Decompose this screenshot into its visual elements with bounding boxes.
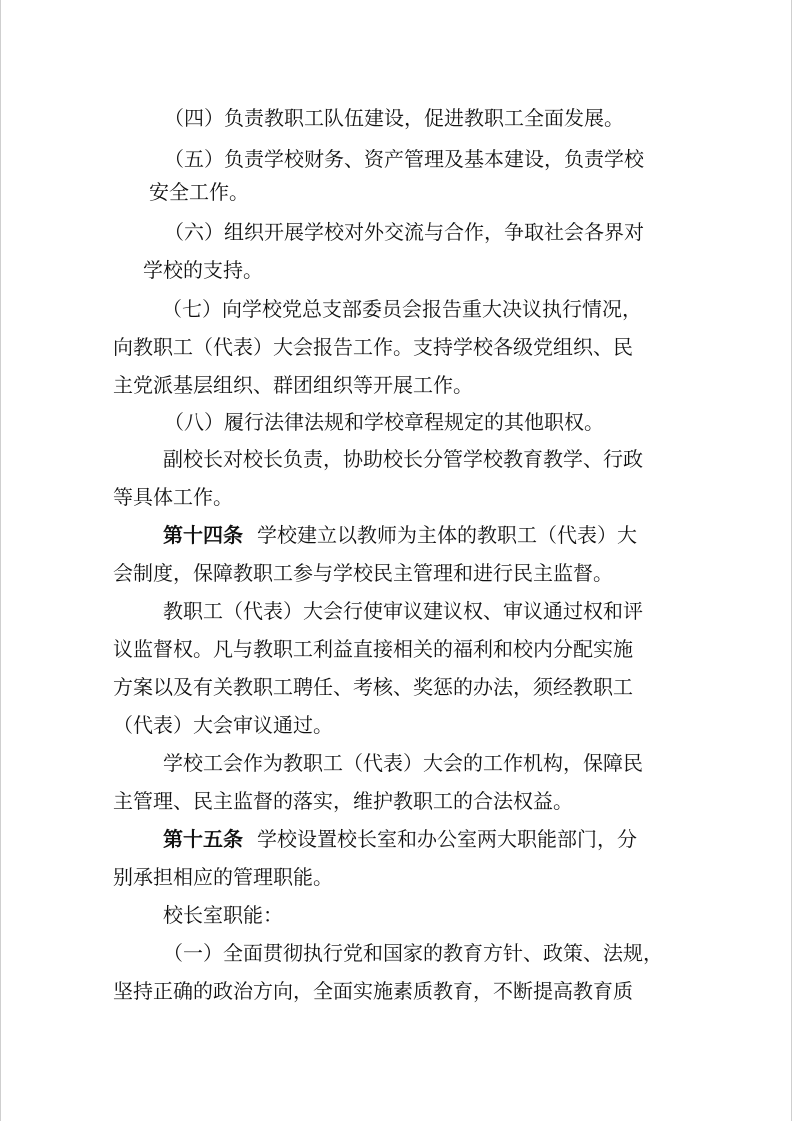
congress-powers-line-1: 教职工（代表）大会行使审议建议权、审议通过权和评 — [163, 599, 643, 623]
article-14-heading: 第十四条 — [163, 523, 243, 547]
item-5-line-1: （五）负责学校财务、资产管理及基本建设，负责学校 — [164, 147, 644, 171]
vice-principal-line-2: 等具体工作。 — [113, 485, 233, 509]
item-6-line-1: （六）组织开展学校对外交流与合作，争取社会各界对 — [164, 220, 644, 244]
office-item-1-line-2: 坚持正确的政治方向，全面实施素质教育，不断提高教育质 — [113, 979, 633, 1003]
item-5-line-2: 安全工作。 — [149, 180, 249, 204]
item-7-line-2: 向教职工（代表）大会报告工作。支持学校各级党组织、民 — [113, 335, 633, 359]
vice-principal-line-1: 副校长对校长负责，协助校长分管学校教育教学、行政 — [163, 447, 643, 471]
article-15-heading: 第十五条 — [163, 827, 243, 851]
article-15-line-1 — [163, 827, 637, 851]
item-7-line-3: 主党派基层组织、群团组织等开展工作。 — [113, 373, 473, 397]
article-14-text: 学校建立以教师为主体的教职工（代表）大 — [257, 523, 637, 547]
article-15-text: 学校设置校长室和办公室两大职能部门，分 — [257, 827, 637, 851]
office-item-1-line-1: （一）全面贯彻执行党和国家的教育方针、政策、法规， — [163, 941, 663, 965]
item-4-line-1: （四）负责教职工队伍建设，促进教职工全面发展。 — [164, 106, 624, 130]
item-7-line-1: （七）向学校党总支部委员会报告重大决议执行情况， — [162, 297, 642, 321]
item-8-line-1: （八）履行法律法规和学校章程规定的其他职权。 — [164, 410, 604, 434]
union-line-2: 主管理、民主监督的落实，维护教职工的合法权益。 — [113, 789, 573, 813]
article-15-line-2: 别承担相应的管理职能。 — [113, 865, 333, 889]
principal-office-heading: 校长室职能： — [163, 903, 283, 927]
union-line-1: 学校工会作为教职工（代表）大会的工作机构，保障民 — [163, 751, 643, 775]
article-14-line-1 — [163, 523, 637, 547]
congress-powers-line-2: 议监督权。凡与教职工利益直接相关的福利和校内分配实施 — [113, 637, 633, 661]
congress-powers-line-3: 方案以及有关教职工聘任、考核、奖惩的办法，须经教职工 — [113, 675, 633, 699]
article-14-line-2: 会制度，保障教职工参与学校民主管理和进行民主监督。 — [113, 561, 613, 585]
item-6-line-2: 学校的支持。 — [143, 258, 263, 282]
congress-powers-line-4: （代表）大会审议通过。 — [113, 713, 333, 737]
